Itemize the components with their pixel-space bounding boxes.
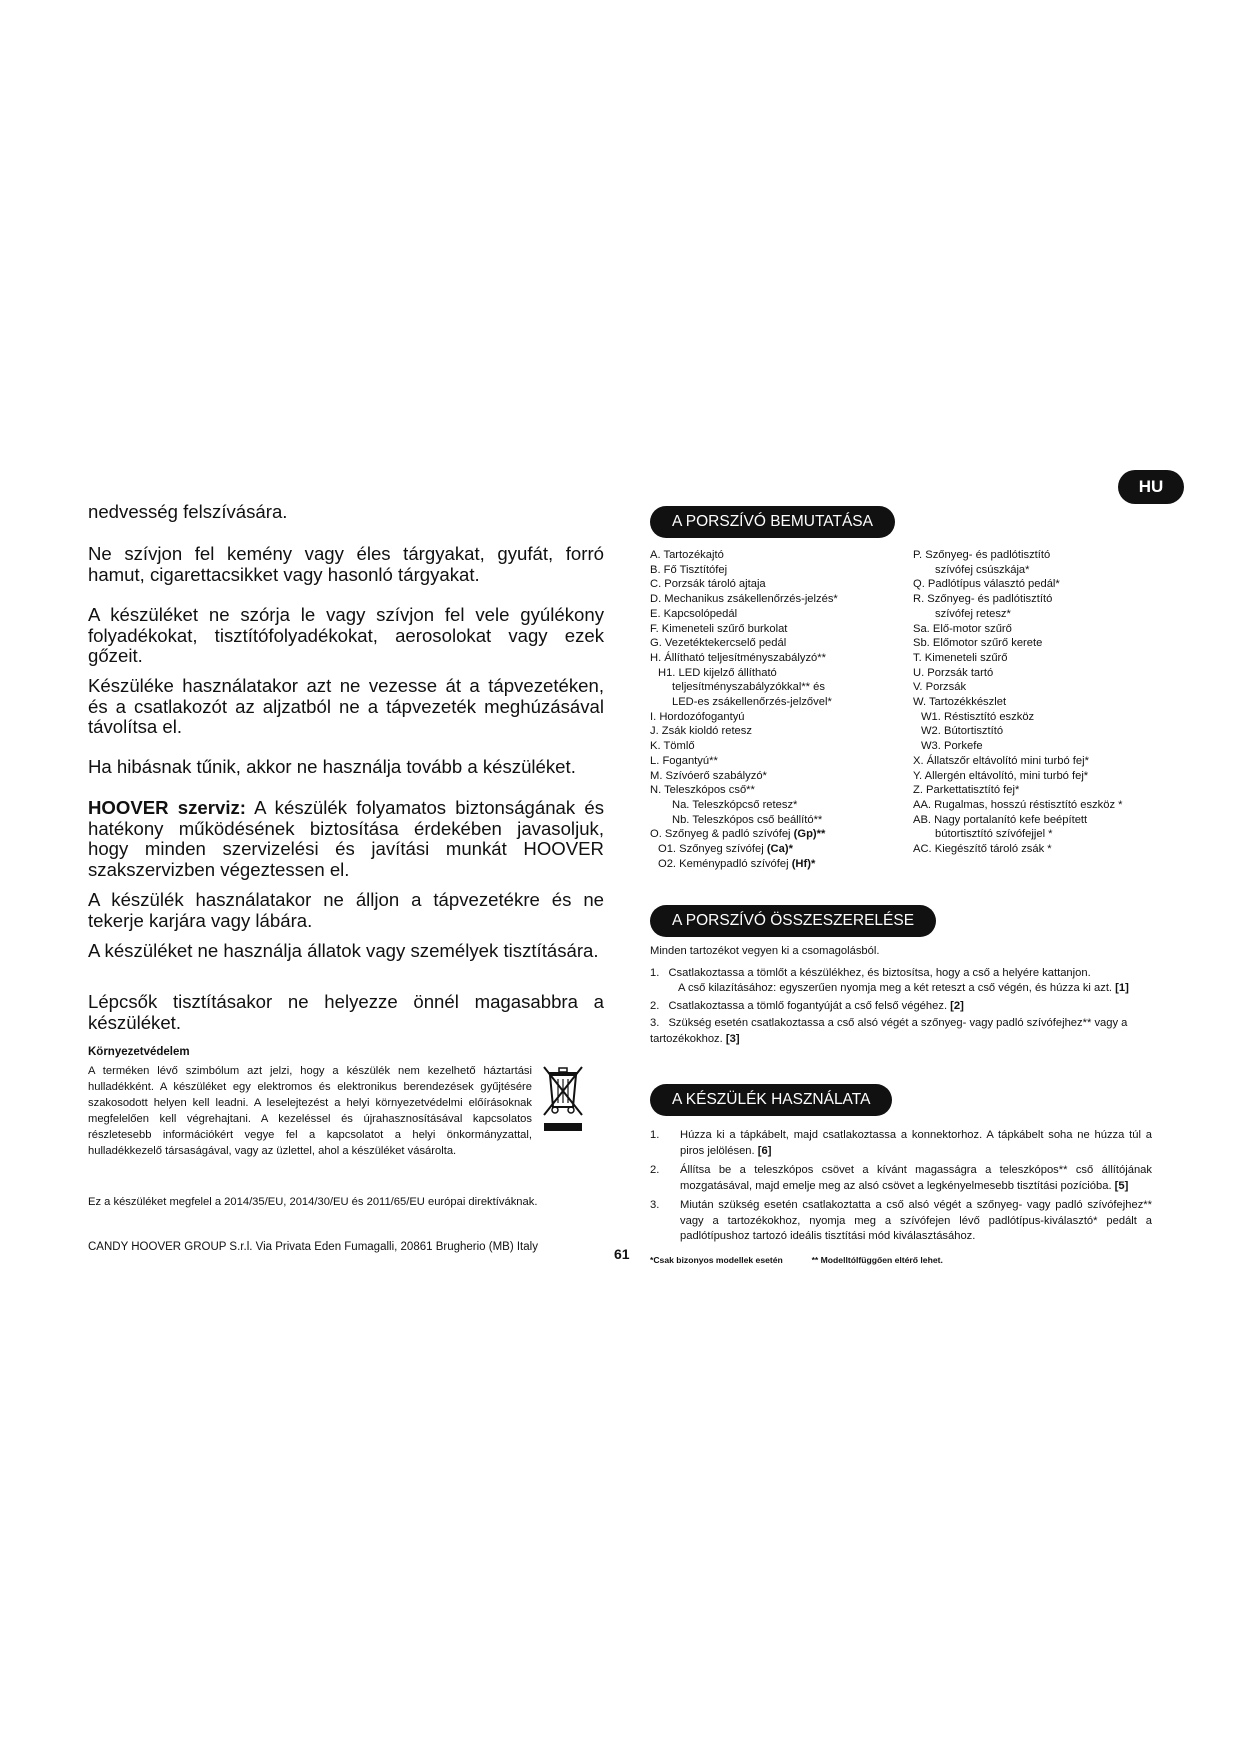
environment-text-a bbox=[88, 1063, 532, 1159]
left-paragraph-4: Készüléke használatakor azt ne vezesse át a tápvezetéken, és a csatlakozót az aljzatból ne a tápvezeték meghúzásával távolítsa el. bbox=[88, 675, 604, 737]
step-text: Csatlakoztassa a tömlő fogantyúját a cső felső végéhez. bbox=[668, 999, 948, 1012]
step-number: 1. bbox=[650, 1129, 660, 1141]
assembly-step-2 bbox=[650, 999, 1150, 1015]
list-item: Sa. Elő-motor szűrő bbox=[913, 622, 1012, 635]
list-item: J. Zsák kioldó retesz bbox=[650, 725, 752, 738]
list-item-text: O2. Keménypadló szívófej bbox=[658, 857, 792, 870]
assembly-intro: Minden tartozékot vegyen ki a csomagolásból. bbox=[650, 945, 880, 957]
list-item: N. Teleszkópos cső** bbox=[650, 784, 755, 797]
section-title-assembly: A PORSZÍVÓ ÖSSZESZERELÉSE bbox=[650, 905, 936, 937]
parts-list-right bbox=[913, 548, 1123, 857]
list-item: Nb. Teleszkópos cső beállító** bbox=[672, 813, 823, 826]
assembly-step-3 bbox=[650, 1016, 1150, 1047]
use-step-1 bbox=[650, 1128, 1152, 1159]
page-number: 61 bbox=[614, 1246, 630, 1262]
hoover-service-text: A készülék folyamatos biztonságának és hatékony működésének biztosítása érdekében javasoljuk, hogy minden szervizelési és javítási munkát HOOVER szakszervizben végeztessen el. bbox=[88, 797, 605, 880]
list-item-text: O1. Szőnyeg szívófej bbox=[658, 843, 767, 856]
step-number: 3. bbox=[650, 1199, 660, 1211]
list-item: B. Fő Tisztítófej bbox=[650, 563, 728, 576]
list-item: A. Tartozékajtó bbox=[650, 549, 724, 561]
hoover-service-paragraph bbox=[88, 798, 604, 880]
list-item: T. Kimeneteli szűrő bbox=[913, 651, 1008, 664]
list-item: W3. Porkefe bbox=[921, 740, 983, 753]
list-item: D. Mechanikus zsákellenőrzés-jelzés* bbox=[650, 593, 838, 606]
environment-heading: Környezetvédelem bbox=[88, 1046, 190, 1058]
use-step-2 bbox=[650, 1163, 1152, 1194]
figure-ref: [1] bbox=[1115, 982, 1129, 994]
parts-list-left bbox=[650, 548, 838, 871]
company-address: CANDY HOOVER GROUP S.r.l. Via Privata Eden Fumagalli, 20861 Brugherio (MB) Italy bbox=[88, 1241, 538, 1253]
list-item: AC. Kiegészítő tároló zsák * bbox=[913, 843, 1052, 856]
section-title-intro: A PORSZÍVÓ BEMUTATÁSA bbox=[650, 506, 895, 538]
list-item: szívófej csúszkája* bbox=[935, 563, 1030, 576]
list-item: X. Állatszőr eltávolító mini turbó fej* bbox=[913, 754, 1089, 767]
list-item: V. Porzsák bbox=[913, 681, 967, 694]
list-item-code: (Hf)* bbox=[791, 857, 816, 870]
list-item: W1. Réstisztító eszköz bbox=[921, 710, 1035, 723]
list-item: Y. Allergén eltávolító, mini turbó fej* bbox=[913, 769, 1089, 782]
list-item: LED-es zsákellenőrzés-jelzővel* bbox=[672, 696, 832, 709]
step-text: Miután szükség esetén csatlakoztatta a cső alsó végét a szőnyeg- vagy padló szívófejhez** vagy a tartozékokhoz, nyomja meg a szívófejen lévő padlótípus-kiválasztó* pedált a padlótípushoz tartozó ideális tisztítási mód kiválasztásához. bbox=[680, 1199, 1152, 1242]
list-item: P. Szőnyeg- és padlótisztító bbox=[913, 549, 1051, 561]
list-item: H1. LED kijelző állítható bbox=[658, 666, 777, 679]
footnote-1: *Csak bizonyos modellek esetén bbox=[650, 1255, 783, 1265]
list-item: K. Tömlő bbox=[650, 740, 695, 753]
figure-ref: [3] bbox=[725, 1032, 740, 1045]
list-item-code: (Ca)* bbox=[766, 843, 793, 856]
list-item: teljesítményszabályzókkal** és bbox=[672, 681, 825, 694]
left-paragraph-9: Lépcsők tisztításakor ne helyezze önnél magasabbra a készüléket. bbox=[88, 991, 604, 1033]
left-paragraph-3: A készüléket ne szórja le vagy szívjon fel vele gyúlékony folyadékokat, tisztítófolyadékokat, aerosolokat vagy ezek gőzeit. bbox=[88, 604, 604, 666]
list-item: M. Szívóerő szabályzó* bbox=[650, 769, 767, 782]
step-number: 1. bbox=[650, 966, 660, 979]
use-step-3 bbox=[650, 1198, 1152, 1245]
step-subtext-body: A cső kilazításához: egyszerűen nyomja meg a két reteszt a cső végén, és húzza ki azt. bbox=[678, 982, 1113, 994]
step-number: 2. bbox=[650, 999, 660, 1012]
list-item: AB. Nagy portalanító kefe beépített bbox=[913, 813, 1088, 826]
step-text: Szükség esetén csatlakoztassa a cső alsó végét a szőnyeg- vagy padló szívófejhez** vagy a tartozékokhoz. bbox=[650, 1017, 1128, 1045]
left-paragraph-2: Ne szívjon fel kemény vagy éles tárgyakat, gyufát, forró hamut, cigarettacsikket vagy hasonló tárgyakat. bbox=[88, 543, 604, 585]
step-text: Húzza ki a tápkábelt, majd csatlakoztassa a konnektorhoz. A tápkábelt soha ne húzza túl a piros jelölésen. bbox=[680, 1129, 1152, 1157]
list-item: W2. Bútortisztító bbox=[921, 725, 1004, 738]
language-badge: HU bbox=[1118, 470, 1184, 504]
left-paragraph-5: Ha hibásnak tűnik, akkor ne használja tovább a készüléket. bbox=[88, 756, 576, 777]
list-item: U. Porzsák tartó bbox=[913, 666, 994, 679]
assembly-step-1 bbox=[650, 966, 1150, 997]
figure-ref: [5] bbox=[1114, 1179, 1129, 1192]
left-paragraph-1: nedvesség felszívására. bbox=[88, 501, 288, 522]
list-item: G. Vezetéktekercselő pedál bbox=[650, 637, 787, 650]
left-paragraph-8: A készüléket ne használja állatok vagy személyek tisztítására. bbox=[88, 940, 599, 961]
footnote-2: ** Modelltólfüggően eltérő lehet. bbox=[811, 1255, 943, 1265]
list-item: Sb. Előmotor szűrő kerete bbox=[913, 637, 1043, 650]
list-item: W. Tartozékkészlet bbox=[913, 696, 1007, 709]
step-text: Csatlakoztassa a tömlőt a készülékhez, és biztosítsa, hogy a cső a helyére kattanjon. bbox=[668, 966, 1091, 979]
section-title-use: A KÉSZÜLÉK HASZNÁLATA bbox=[650, 1084, 892, 1116]
list-item-text: O. Szőnyeg & padló szívófej bbox=[650, 828, 794, 841]
footnotes bbox=[650, 1255, 943, 1265]
left-paragraph-7: A készülék használatakor ne álljon a tápvezetékre és ne tekerje karjára vagy lábára. bbox=[88, 889, 604, 931]
figure-ref: [6] bbox=[757, 1144, 772, 1157]
list-item: F. Kimeneteli szűrő burkolat bbox=[650, 622, 788, 635]
list-item: E. Kapcsolópedál bbox=[650, 607, 738, 620]
list-item: bútortisztító szívófejjel * bbox=[935, 828, 1053, 841]
list-item bbox=[650, 842, 838, 857]
directive-text: Ez a készüléket megfelel a 2014/35/EU, 2014/30/EU és 2011/65/EU európai direktíváknak. bbox=[88, 1196, 538, 1208]
weee-bin-icon bbox=[540, 1063, 586, 1133]
assembly-steps bbox=[650, 944, 1150, 1049]
list-item-code: (Gp)** bbox=[793, 828, 826, 841]
step-number: 2. bbox=[650, 1164, 660, 1176]
list-item: R. Szőnyeg- és padlótisztító bbox=[913, 593, 1053, 606]
hoover-service-label: HOOVER szerviz: bbox=[88, 797, 246, 818]
list-item: C. Porzsák tároló ajtaja bbox=[650, 578, 766, 591]
list-item: Z. Parkettatisztító fej* bbox=[913, 784, 1020, 797]
figure-ref: [2] bbox=[950, 999, 964, 1012]
list-item: Q. Padlótípus választó pedál* bbox=[913, 578, 1060, 591]
use-steps bbox=[650, 1128, 1152, 1247]
list-item: L. Fogantyú** bbox=[650, 754, 718, 767]
list-item bbox=[650, 857, 838, 872]
list-item: Na. Teleszkópcső retesz* bbox=[672, 798, 798, 811]
list-item: I. Hordozófogantyú bbox=[650, 710, 745, 723]
list-item: szívófej retesz* bbox=[935, 607, 1011, 620]
list-item: H. Állítható teljesítményszabályzó** bbox=[650, 651, 826, 664]
list-item bbox=[650, 827, 838, 842]
step-number: 3. bbox=[650, 1017, 660, 1029]
step-text: Állítsa be a teleszkópos csövet a kívánt magasságra a teleszkópos** cső állítójának mozgatásával, majd emelje meg az alsó csövet a legkényelmesebb tisztítási pozícióba. bbox=[680, 1164, 1152, 1192]
environment-text: A terméken lévő szimbólum azt jelzi, hogy a készülék nem kezelhető háztartási hulladékként. A készüléket egy elektromos és elektronikus berendezések gyűjtésére szakosodott helyen kell leadni. A leselejtezést a helyi környezetvédelmi előírásoknak megfelelően kell végrehajtani. A kezeléssel és újrahasznosításával kapcsolatos részletesebb információkért vegye fel a kapcsolatot a helyi önkormányzattal, hulladékkezelő társaságával, vagy az üzlettel, ahol a készüléket vásárolta. bbox=[88, 1065, 532, 1157]
step-subtext bbox=[650, 981, 1150, 997]
list-item: AA. Rugalmas, hosszú réstisztító eszköz * bbox=[913, 798, 1123, 811]
